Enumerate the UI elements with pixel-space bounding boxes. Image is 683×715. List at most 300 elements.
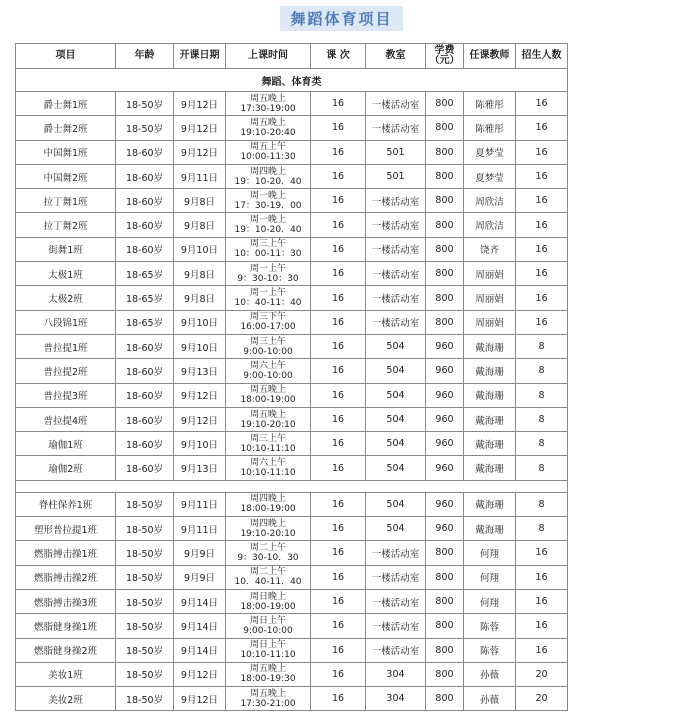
enrollment-quota: 20: [516, 687, 568, 711]
class-time: [226, 565, 311, 589]
table-row: [16, 517, 568, 541]
tuition-fee: 800: [426, 237, 464, 261]
session-count: 16: [311, 589, 366, 613]
class-time: [226, 92, 311, 116]
course-name: 瑜伽1班: [16, 432, 116, 456]
class-time-hours: 18:00-19:00: [240, 601, 296, 612]
tuition-fee: 960: [426, 359, 464, 383]
start-date: 9月10日: [174, 334, 226, 358]
table-row: [16, 262, 568, 286]
table-row: [16, 164, 568, 188]
class-time-hours: 17:30-21:00: [240, 698, 296, 709]
table-row: [16, 456, 568, 480]
start-date: 9月9日: [174, 541, 226, 565]
course-table: [15, 43, 568, 711]
class-time-day: 周一晚上: [249, 190, 286, 201]
course-name: 太极2班: [16, 286, 116, 310]
start-date: 9月12日: [174, 662, 226, 686]
enrollment-quota: 16: [516, 262, 568, 286]
age-range: 18-60岁: [116, 456, 174, 480]
enrollment-quota: 16: [516, 237, 568, 261]
session-count: 16: [311, 383, 366, 407]
classroom: 504: [366, 492, 426, 516]
class-time: [226, 334, 311, 358]
age-range: 18-60岁: [116, 213, 174, 237]
class-time: [226, 213, 311, 237]
teacher-name: 周丽娟: [464, 310, 516, 334]
teacher-name: 陈蓉: [464, 638, 516, 662]
age-range: 18-60岁: [116, 237, 174, 261]
class-time-day: 周四晚上: [249, 166, 286, 177]
teacher-name: 戴海珊: [464, 517, 516, 541]
header-time: 上课时间: [226, 44, 311, 69]
enrollment-quota: 16: [516, 164, 568, 188]
course-name: 燃脂搏击操1班: [16, 541, 116, 565]
enrollment-quota: 8: [516, 359, 568, 383]
age-range: 18-50岁: [116, 614, 174, 638]
teacher-name: 周欣洁: [464, 189, 516, 213]
class-time-hours: 10．40-11．40: [234, 577, 302, 588]
age-range: 18-60岁: [116, 334, 174, 358]
enrollment-quota: 8: [516, 383, 568, 407]
section-row: [16, 69, 568, 92]
class-time: [226, 262, 311, 286]
start-date: 9月11日: [174, 517, 226, 541]
header-start-date: 开课日期: [174, 44, 226, 69]
tuition-fee: 960: [426, 432, 464, 456]
class-time: [226, 638, 311, 662]
class-time: [226, 310, 311, 334]
classroom: 501: [366, 164, 426, 188]
session-count: 16: [311, 359, 366, 383]
class-time-hours: 10:10-11:10: [240, 443, 296, 454]
teacher-name: 戴海珊: [464, 407, 516, 431]
class-time-day: 周四晚上: [249, 518, 286, 529]
header-quota: 招生人数: [516, 44, 568, 69]
header-age: 年龄: [116, 44, 174, 69]
course-name: 燃脂健身操2班: [16, 638, 116, 662]
class-time: [226, 407, 311, 431]
class-time-hours: 9:00-10:00: [243, 370, 293, 381]
start-date: 9月8日: [174, 213, 226, 237]
session-count: 16: [311, 492, 366, 516]
session-count: 16: [311, 456, 366, 480]
classroom: 504: [366, 334, 426, 358]
classroom: 504: [366, 517, 426, 541]
session-count: 16: [311, 213, 366, 237]
session-count: 16: [311, 310, 366, 334]
age-range: 18-50岁: [116, 541, 174, 565]
class-time-hours: 9:00-10:00: [243, 625, 293, 636]
classroom: 一楼活动室: [366, 286, 426, 310]
session-count: 16: [311, 407, 366, 431]
class-time: [226, 517, 311, 541]
class-time: [226, 286, 311, 310]
classroom: 一楼活动室: [366, 589, 426, 613]
course-name: 拉丁舞2班: [16, 213, 116, 237]
age-range: 18-60岁: [116, 189, 174, 213]
table-row: [16, 140, 568, 164]
course-name: 瑜伽2班: [16, 456, 116, 480]
table-row: [16, 189, 568, 213]
classroom: 一楼活动室: [366, 541, 426, 565]
class-time-day: 周五晚上: [249, 664, 286, 675]
class-time: [226, 383, 311, 407]
class-time-hours: 10：40-11：40: [234, 298, 302, 309]
table-row: [16, 492, 568, 516]
start-date: 9月8日: [174, 189, 226, 213]
teacher-name: 夏梦莹: [464, 140, 516, 164]
start-date: 9月12日: [174, 383, 226, 407]
enrollment-quota: 8: [516, 334, 568, 358]
table-row: [16, 407, 568, 431]
class-time: [226, 662, 311, 686]
start-date: 9月14日: [174, 614, 226, 638]
class-time: [226, 164, 311, 188]
session-count: 16: [311, 614, 366, 638]
class-time-hours: 10:10-11:10: [240, 650, 296, 661]
classroom: 一楼活动室: [366, 614, 426, 638]
class-time: [226, 456, 311, 480]
class-time-hours: 19:10-20:40: [240, 127, 296, 138]
table-row: [16, 237, 568, 261]
table-row: [16, 116, 568, 140]
tuition-fee: 800: [426, 565, 464, 589]
age-range: 18-50岁: [116, 92, 174, 116]
age-range: 18-65岁: [116, 262, 174, 286]
classroom: 一楼活动室: [366, 92, 426, 116]
teacher-name: 何翔: [464, 565, 516, 589]
course-name: 燃脂搏击操3班: [16, 589, 116, 613]
course-name: 美妆1班: [16, 662, 116, 686]
teacher-name: 周欣洁: [464, 213, 516, 237]
course-name: 爵士舞2班: [16, 116, 116, 140]
tuition-fee: 960: [426, 456, 464, 480]
age-range: 18-60岁: [116, 407, 174, 431]
class-time: [226, 541, 311, 565]
tuition-fee: 800: [426, 687, 464, 711]
class-time-day: 周三上午: [249, 239, 286, 250]
class-time-hours: 10：00-11：30: [234, 249, 302, 260]
table-row: [16, 310, 568, 334]
classroom: 一楼活动室: [366, 565, 426, 589]
table-row: [16, 432, 568, 456]
start-date: 9月14日: [174, 638, 226, 662]
start-date: 9月10日: [174, 310, 226, 334]
table-row: [16, 589, 568, 613]
classroom: 一楼活动室: [366, 262, 426, 286]
teacher-name: 夏梦莹: [464, 164, 516, 188]
table-row: [16, 541, 568, 565]
teacher-name: 陈雅彤: [464, 92, 516, 116]
class-time-hours: 9：30-10：30: [237, 273, 299, 284]
class-time-day: 周六上午: [249, 458, 286, 469]
course-name: 塑形普拉提1班: [16, 517, 116, 541]
tuition-fee: 800: [426, 541, 464, 565]
class-time-hours: 17:30-19:00: [240, 103, 296, 114]
classroom: 504: [366, 407, 426, 431]
age-range: 18-60岁: [116, 140, 174, 164]
teacher-name: 周丽娟: [464, 286, 516, 310]
class-time-day: 周五晚上: [249, 93, 286, 104]
enrollment-quota: 8: [516, 517, 568, 541]
session-count: 16: [311, 237, 366, 261]
table-row: [16, 359, 568, 383]
course-name: 普拉提1班: [16, 334, 116, 358]
class-time: [226, 237, 311, 261]
tuition-fee: 960: [426, 517, 464, 541]
start-date: 9月9日: [174, 565, 226, 589]
class-time-day: 周三下午: [249, 312, 286, 323]
class-time: [226, 432, 311, 456]
course-name: 中国舞2班: [16, 164, 116, 188]
age-range: 18-60岁: [116, 432, 174, 456]
classroom: 504: [366, 359, 426, 383]
table-row: [16, 638, 568, 662]
session-count: 16: [311, 334, 366, 358]
class-time-day: 周日上午: [249, 640, 286, 651]
tuition-fee: 960: [426, 334, 464, 358]
teacher-name: 何翔: [464, 541, 516, 565]
start-date: 9月13日: [174, 456, 226, 480]
tuition-fee: 960: [426, 383, 464, 407]
class-time-hours: 19：10-20．40: [234, 225, 302, 236]
session-count: 16: [311, 92, 366, 116]
tuition-fee: 800: [426, 262, 464, 286]
header-fee-line2: （元）: [429, 55, 460, 66]
class-time-day: 周三上午: [249, 433, 286, 444]
age-range: 18-50岁: [116, 687, 174, 711]
age-range: 18-60岁: [116, 164, 174, 188]
classroom: 504: [366, 383, 426, 407]
table-row: [16, 334, 568, 358]
class-time-hours: 18:00-19:00: [240, 395, 296, 406]
start-date: 9月12日: [174, 140, 226, 164]
enrollment-quota: 8: [516, 407, 568, 431]
section-title: 舞蹈、体育类: [16, 69, 568, 92]
table-row: [16, 565, 568, 589]
tuition-fee: 800: [426, 286, 464, 310]
enrollment-quota: 16: [516, 286, 568, 310]
tuition-fee: 800: [426, 189, 464, 213]
tuition-fee: 800: [426, 213, 464, 237]
classroom: 504: [366, 432, 426, 456]
session-count: 16: [311, 565, 366, 589]
enrollment-quota: 16: [516, 638, 568, 662]
class-time-day: 周二上午: [249, 567, 286, 578]
header-teacher: 任课教师: [464, 44, 516, 69]
start-date: 9月10日: [174, 237, 226, 261]
start-date: 9月12日: [174, 92, 226, 116]
session-count: 16: [311, 286, 366, 310]
table-row: [16, 687, 568, 711]
session-count: 16: [311, 262, 366, 286]
age-range: 18-50岁: [116, 662, 174, 686]
title-bar: [0, 6, 683, 32]
table-row: [16, 213, 568, 237]
class-time: [226, 687, 311, 711]
start-date: 9月13日: [174, 359, 226, 383]
classroom: 304: [366, 662, 426, 686]
session-count: 16: [311, 638, 366, 662]
session-count: 16: [311, 517, 366, 541]
age-range: 18-50岁: [116, 638, 174, 662]
start-date: 9月12日: [174, 407, 226, 431]
age-range: 18-50岁: [116, 565, 174, 589]
class-time-hours: 10:10-11:10: [240, 468, 296, 479]
tuition-fee: 800: [426, 92, 464, 116]
classroom: 一楼活动室: [366, 310, 426, 334]
start-date: 9月14日: [174, 589, 226, 613]
course-name: 美妆2班: [16, 687, 116, 711]
start-date: 9月11日: [174, 164, 226, 188]
table-row: [16, 614, 568, 638]
class-time-hours: 19：10-20．40: [234, 176, 302, 187]
course-name: 普拉提4班: [16, 407, 116, 431]
session-count: 16: [311, 432, 366, 456]
teacher-name: 陈雅彤: [464, 116, 516, 140]
age-range: 18-65岁: [116, 310, 174, 334]
course-name: 脊柱保养1班: [16, 492, 116, 516]
age-range: 18-50岁: [116, 116, 174, 140]
start-date: 9月12日: [174, 116, 226, 140]
session-count: 16: [311, 164, 366, 188]
class-time-hours: 19:10-20:10: [240, 528, 296, 539]
class-time-hours: 18:00-19:00: [240, 504, 296, 515]
course-name: 爵士舞1班: [16, 92, 116, 116]
age-range: 18-50岁: [116, 589, 174, 613]
class-time: [226, 614, 311, 638]
class-time: [226, 116, 311, 140]
class-time-hours: 9：30-10．30: [237, 552, 299, 563]
classroom: 一楼活动室: [366, 638, 426, 662]
teacher-name: 陈蓉: [464, 614, 516, 638]
class-time-day: 周一晚上: [249, 215, 286, 226]
start-date: 9月11日: [174, 492, 226, 516]
classroom: 一楼活动室: [366, 237, 426, 261]
class-time-hours: 10:00-11:30: [240, 152, 296, 163]
class-time: [226, 589, 311, 613]
class-time-day: 周一上午: [249, 263, 286, 274]
spacer-cell: [16, 480, 568, 492]
teacher-name: 饶齐: [464, 237, 516, 261]
class-time: [226, 140, 311, 164]
age-range: 18-50岁: [116, 517, 174, 541]
header-row: [16, 44, 568, 69]
classroom: 304: [366, 687, 426, 711]
age-range: 18-50岁: [116, 492, 174, 516]
session-count: 16: [311, 541, 366, 565]
enrollment-quota: 8: [516, 456, 568, 480]
course-name: 燃脂搏击操2班: [16, 565, 116, 589]
class-time-day: 周日晚上: [249, 591, 286, 602]
tuition-fee: 800: [426, 638, 464, 662]
course-name: 太极1班: [16, 262, 116, 286]
enrollment-quota: 16: [516, 140, 568, 164]
start-date: 9月10日: [174, 432, 226, 456]
age-range: 18-65岁: [116, 286, 174, 310]
course-name: 中国舞1班: [16, 140, 116, 164]
class-time-day: 周五晚上: [249, 688, 286, 699]
class-time: [226, 189, 311, 213]
header-fee-line1: 学费: [434, 45, 455, 56]
class-time-hours: 16:00-17:00: [240, 322, 296, 333]
class-time-day: 周日上午: [249, 615, 286, 626]
age-range: 18-60岁: [116, 383, 174, 407]
class-time-day: 周二上午: [249, 542, 286, 553]
course-name: 普拉提3班: [16, 383, 116, 407]
classroom: 一楼活动室: [366, 189, 426, 213]
teacher-name: 戴海珊: [464, 492, 516, 516]
class-time-day: 周一上午: [249, 288, 286, 299]
tuition-fee: 800: [426, 310, 464, 334]
tuition-fee: 800: [426, 662, 464, 686]
tuition-fee: 800: [426, 614, 464, 638]
enrollment-quota: 8: [516, 432, 568, 456]
tuition-fee: 800: [426, 116, 464, 140]
teacher-name: 戴海珊: [464, 456, 516, 480]
class-time-day: 周五晚上: [249, 117, 286, 128]
course-name: 燃脂健身操1班: [16, 614, 116, 638]
header-fee: [426, 44, 464, 69]
course-name: 普拉提2班: [16, 359, 116, 383]
teacher-name: 戴海珊: [464, 334, 516, 358]
class-time: [226, 359, 311, 383]
classroom: 一楼活动室: [366, 116, 426, 140]
teacher-name: 何翔: [464, 589, 516, 613]
class-time-day: 周五晚上: [249, 409, 286, 420]
enrollment-quota: 16: [516, 213, 568, 237]
table-row: [16, 92, 568, 116]
table-row: [16, 662, 568, 686]
class-time-hours: 9:00-10:00: [243, 346, 293, 357]
teacher-name: 戴海珊: [464, 359, 516, 383]
course-name: 街舞1班: [16, 237, 116, 261]
teacher-name: 孙薇: [464, 687, 516, 711]
tuition-fee: 800: [426, 589, 464, 613]
classroom: 一楼活动室: [366, 213, 426, 237]
session-count: 16: [311, 687, 366, 711]
enrollment-quota: 20: [516, 662, 568, 686]
class-time: [226, 492, 311, 516]
header-count: 课 次: [311, 44, 366, 69]
class-time-day: 周五晚上: [249, 385, 286, 396]
enrollment-quota: 16: [516, 541, 568, 565]
teacher-name: 戴海珊: [464, 383, 516, 407]
enrollment-quota: 16: [516, 116, 568, 140]
teacher-name: 孙薇: [464, 662, 516, 686]
session-count: 16: [311, 116, 366, 140]
enrollment-quota: 16: [516, 565, 568, 589]
teacher-name: 周丽娟: [464, 262, 516, 286]
class-time-day: 周四晚上: [249, 494, 286, 505]
enrollment-quota: 16: [516, 92, 568, 116]
tuition-fee: 800: [426, 164, 464, 188]
tuition-fee: 960: [426, 492, 464, 516]
start-date: 9月12日: [174, 687, 226, 711]
session-count: 16: [311, 140, 366, 164]
classroom: 501: [366, 140, 426, 164]
table-row: [16, 383, 568, 407]
tuition-fee: 960: [426, 407, 464, 431]
page-title: 舞蹈体育项目: [280, 6, 402, 31]
class-time-hours: 19:10-20:10: [240, 419, 296, 430]
header-name: 项目: [16, 44, 116, 69]
teacher-name: 戴海珊: [464, 432, 516, 456]
start-date: 9月8日: [174, 286, 226, 310]
course-name: 八段锦1班: [16, 310, 116, 334]
enrollment-quota: 16: [516, 189, 568, 213]
